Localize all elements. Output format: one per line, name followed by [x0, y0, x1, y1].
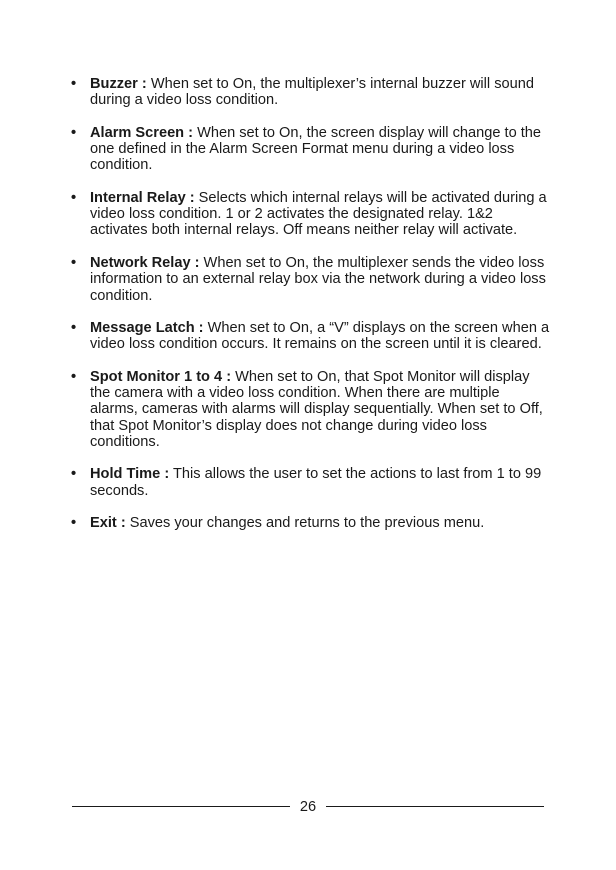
list-item-internal-relay: [70, 190, 550, 239]
bullet-icon: •: [71, 515, 77, 532]
footer-rule-right: [326, 806, 544, 807]
item-description: When set to On, the multiplexer’s internal buzzer will sound during a video loss condition.: [90, 76, 534, 109]
item-description: When set to On, the multiplexer sends the video loss information to an external relay box via the network during a video loss condition.: [90, 254, 546, 304]
item-description: When set to On, that Spot Monitor will display the camera with a video loss condition. When there are multiple alarms, cameras with alarms will display sequentially. When set to Off, that Spot Monitor’s display does not change during video loss conditions.: [90, 368, 543, 450]
list-item-message-latch: [70, 320, 550, 353]
list-item-spot-monitor: [70, 369, 550, 450]
item-term: Internal Relay :: [90, 189, 195, 206]
list-item-hold-time: [70, 466, 550, 499]
bullet-icon: •: [71, 368, 77, 385]
item-description: When set to On, the screen display will change to the one defined in the Alarm Screen Format menu during a video loss condition.: [90, 124, 542, 174]
list-item-exit: [70, 515, 550, 531]
bullet-icon: •: [71, 76, 77, 92]
item-term: Hold Time :: [90, 466, 170, 483]
item-term: Buzzer :: [90, 76, 147, 92]
item-term: Network Relay :: [90, 254, 200, 271]
list-item-alarm-screen: [70, 125, 550, 174]
item-description: This allows the user to set the actions to last from 1 to 99 seconds.: [90, 466, 542, 499]
item-term: Spot Monitor 1 to 4 :: [90, 368, 232, 385]
item-term: Exit :: [90, 515, 126, 532]
item-term: Message Latch :: [90, 320, 204, 337]
page-footer: [72, 797, 544, 817]
bullet-icon: •: [71, 254, 77, 271]
list-item-buzzer: [70, 76, 550, 109]
footer-rule-left: [72, 806, 290, 807]
list-item-network-relay: [70, 255, 550, 304]
bullet-icon: •: [71, 124, 77, 141]
item-description: Saves your changes and returns to the previous menu.: [125, 515, 485, 532]
page-number: 26: [299, 799, 317, 815]
item-term: Alarm Screen :: [90, 124, 194, 141]
settings-bullet-list: [70, 76, 550, 548]
bullet-icon: •: [71, 320, 77, 337]
item-description: Selects which internal relays will be activated during a video loss condition. 1 or 2 activates the designated relay. 1&2 activates both internal relays. Off means neither relay will activate.: [90, 189, 547, 239]
item-description: When set to On, a “V” displays on the screen when a video loss condition occurs. It remains on the screen until it is cleared.: [90, 320, 550, 353]
bullet-icon: •: [71, 466, 77, 483]
bullet-icon: •: [71, 189, 77, 206]
